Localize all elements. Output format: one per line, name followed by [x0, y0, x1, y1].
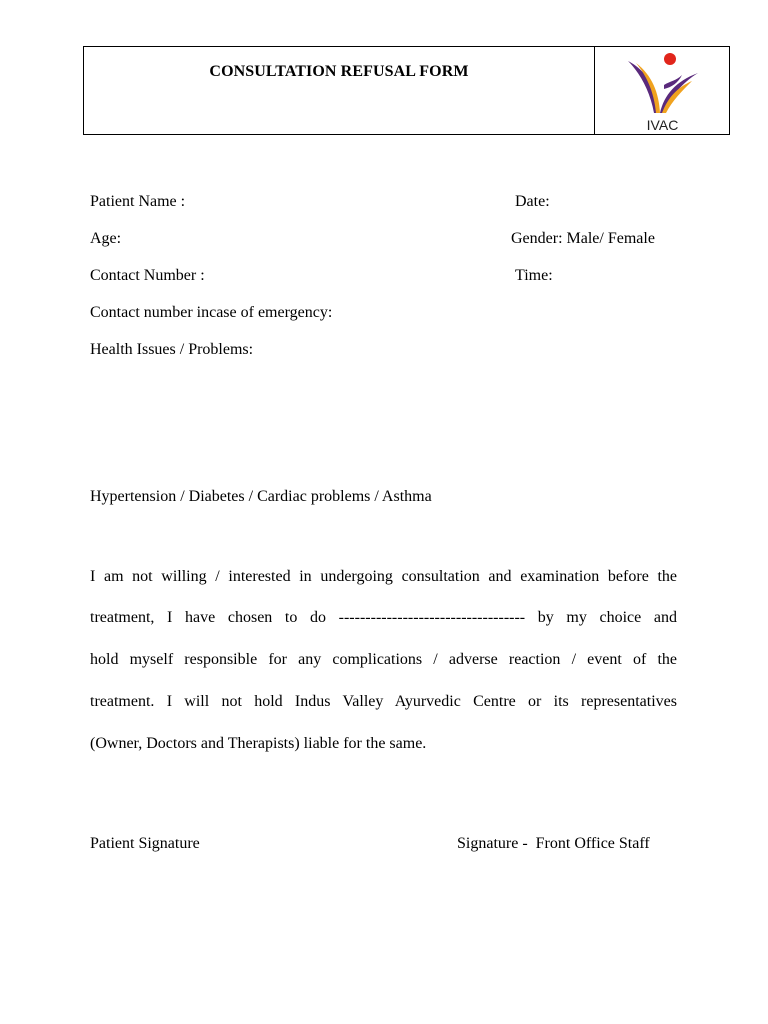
declaration-line-2: treatment, I have chosen to do ----------------------------------- by my choice and — [90, 609, 677, 626]
patient-name-label: Patient Name : — [90, 193, 186, 210]
logo-text: IVAC — [646, 117, 679, 133]
health-issues-label: Health Issues / Problems: — [90, 341, 254, 358]
patient-signature-label: Patient Signature — [90, 835, 200, 852]
time-label: Time: — [515, 267, 553, 284]
age-label: Age: — [90, 230, 122, 247]
declaration-line-4: treatment. I will not hold Indus Valley Ayurvedic Centre or its representatives — [90, 693, 677, 710]
contact-number-label: Contact Number : — [90, 267, 205, 284]
declaration-line-1: I am not willing / interested in undergoing consultation and examination before the — [90, 568, 677, 585]
ivac-logo — [595, 47, 730, 134]
emergency-contact-label: Contact number incase of emergency: — [90, 304, 333, 321]
ivac-logo-icon — [626, 51, 700, 117]
form-header — [83, 46, 730, 135]
conditions-list: Hypertension / Diabetes / Cardiac problems / Asthma — [90, 488, 432, 505]
declaration-line-3: hold myself responsible for any complications / adverse reaction / event of the — [90, 651, 677, 668]
form-title: CONSULTATION REFUSAL FORM — [209, 63, 469, 80]
staff-signature-label: Signature - Front Office Staff — [457, 835, 650, 852]
date-label: Date: — [515, 193, 550, 210]
declaration-line-5: (Owner, Doctors and Therapists) liable for the same. — [90, 735, 427, 752]
gender-label: Gender: Male/ Female — [511, 230, 655, 247]
